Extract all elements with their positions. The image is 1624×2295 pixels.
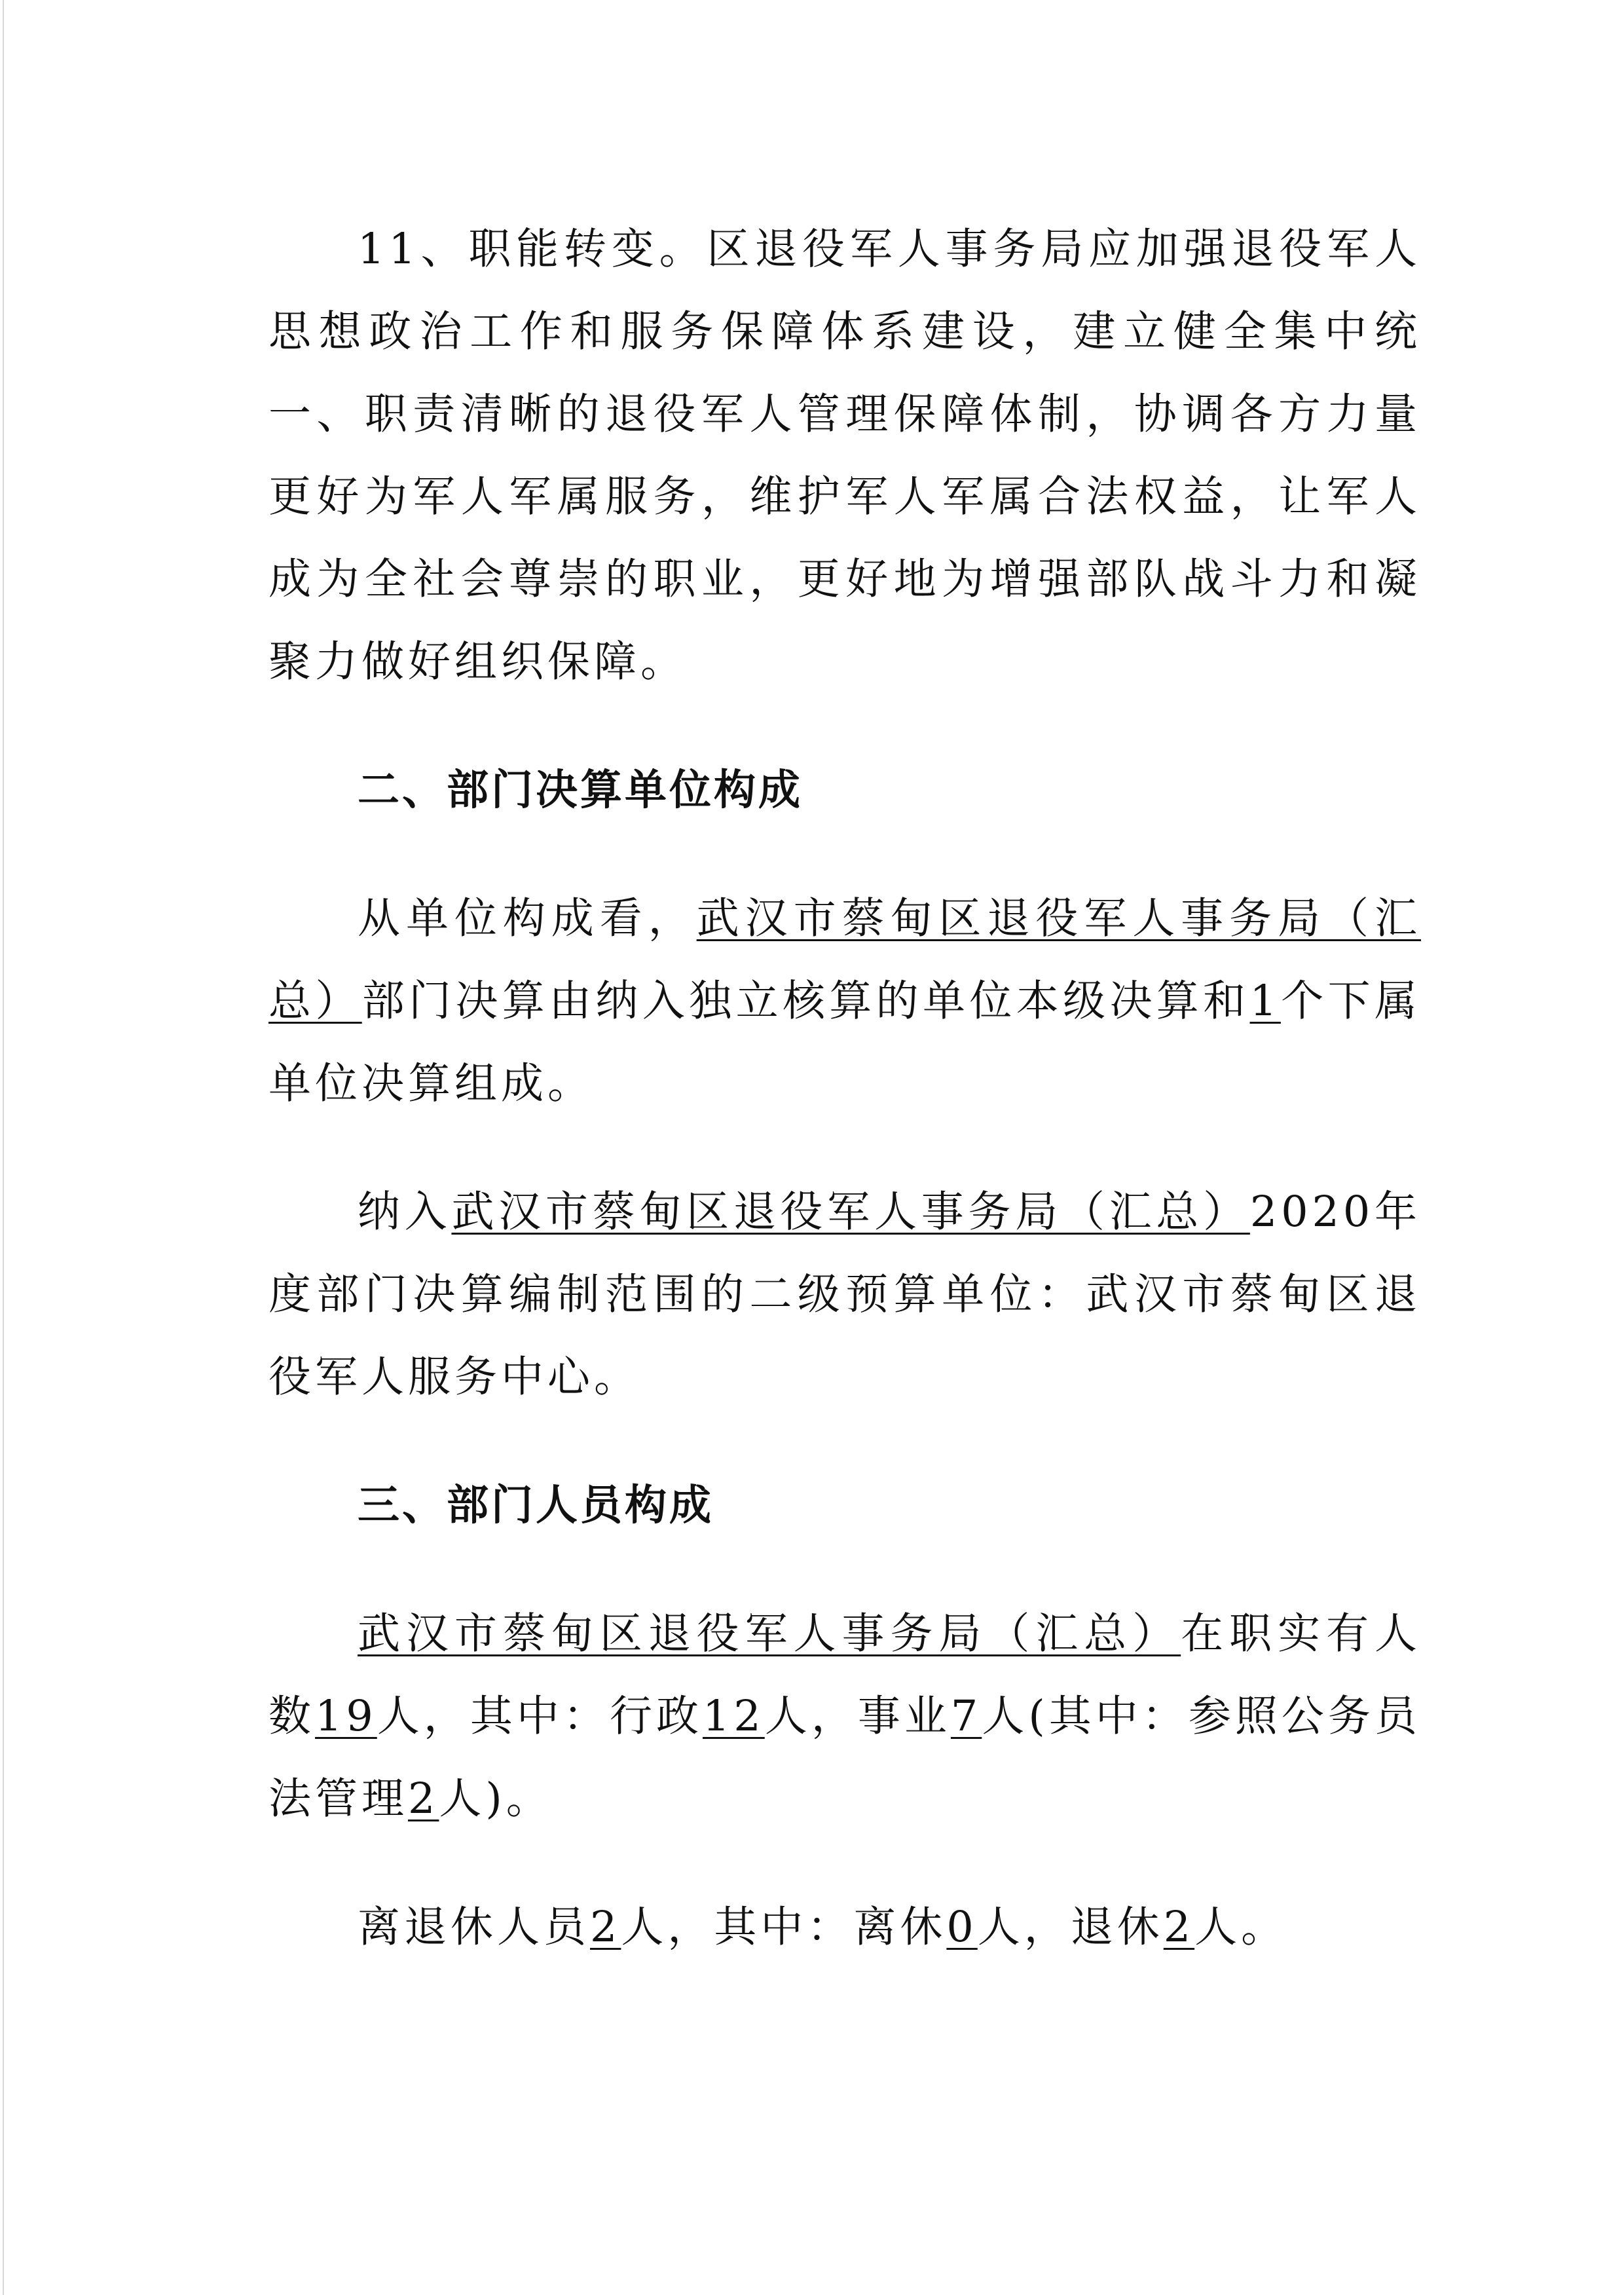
scope-tail-text: 2020年度部门决算编制范围的二级预算单位：武汉市蔡甸区退役军人服务中心。 — [268, 1187, 1421, 1402]
retired-ret-count: 2 — [1163, 1903, 1195, 1952]
staff-civil-count: 2 — [408, 1774, 439, 1823]
retired-total-label: 离退休人员 — [358, 1903, 591, 1952]
retired-left-label: 人，其中：离休 — [621, 1903, 947, 1952]
retired-staff-paragraph — [268, 1886, 1421, 1969]
unit-tail-text: 个下属单位决算组成。 — [268, 977, 1421, 1108]
staff-admin-label: 人，其中：行政 — [377, 1692, 703, 1741]
retired-left-count: 0 — [946, 1903, 978, 1952]
staff-unit-name-underlined: 武汉市蔡甸区退役军人事务局（汇总） — [358, 1609, 1181, 1658]
staff-end-text: 人)。 — [439, 1774, 553, 1823]
staff-civil-label: 人(其中：参照公务员法管理 — [268, 1692, 1421, 1823]
staff-admin-count: 12 — [703, 1692, 765, 1741]
retired-end-text: 人。 — [1194, 1903, 1288, 1952]
retired-total-count: 2 — [590, 1903, 621, 1952]
staff-total-label: 在职实有人数 — [268, 1609, 1421, 1741]
page-edge — [3, 0, 4, 2295]
item-11-paragraph: 11、职能转变。区退役军人事务局应加强退役军人思想政治工作和服务保障体系建设，建立健全集中统一、职责清晰的退役军人管理保障体制，协调各方力量更好为军人军属服务，维护军人军属合法权益，让军人成为全社会尊崇的职业，更好地为增强部队战斗力和凝聚力做好组织保障。 — [268, 225, 1421, 686]
section-2-heading: 二、部门决算单位构成 — [358, 766, 803, 815]
unit-composition-paragraph — [268, 878, 1421, 1125]
scope-lead-text: 纳入 — [358, 1187, 452, 1237]
retired-ret-label: 人，退休 — [977, 1903, 1164, 1952]
staff-public-label: 人，事业 — [764, 1692, 951, 1741]
scope-unit-name-underlined: 武汉市蔡甸区退役军人事务局（汇总） — [451, 1187, 1250, 1237]
section-3-heading: 三、部门人员构成 — [358, 1482, 714, 1530]
budget-scope-paragraph — [268, 1171, 1421, 1419]
staff-composition-paragraph — [268, 1593, 1421, 1840]
subunit-count: 1 — [1249, 977, 1281, 1026]
staff-public-count: 7 — [950, 1692, 982, 1741]
unit-mid-text: 部门决算由纳入独立核算的单位本级决算和 — [361, 977, 1250, 1026]
staff-total-count: 19 — [315, 1692, 377, 1741]
unit-name-underlined: 武汉市蔡甸区退役军人事务局（汇总） — [268, 894, 1421, 1026]
unit-lead-text: 从单位构成看， — [358, 894, 697, 943]
document-body — [268, 208, 1421, 1969]
